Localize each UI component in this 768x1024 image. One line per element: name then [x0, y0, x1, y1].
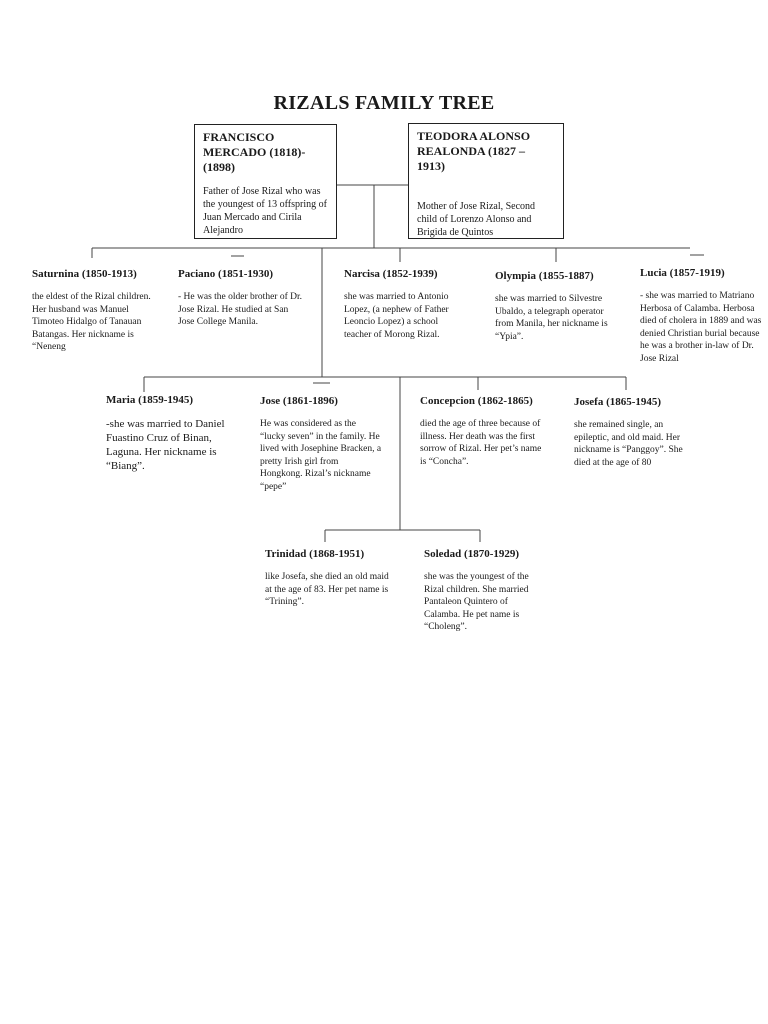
person-narcisa	[344, 267, 464, 341]
person-name: Trinidad (1868-1951)	[265, 548, 365, 560]
person-name: Olympia (1855-1887)	[495, 270, 594, 282]
mother-desc: Mother of Jose Rizal, Second child of Lorenzo Alonso and Brigida de Quintos	[417, 201, 536, 238]
person-desc: died the age of three because of illness. Her death was the first sorrow of Rizal. Her pet’s name is “Concha”.	[420, 419, 542, 467]
person-name: Paciano (1851-1930)	[178, 268, 274, 280]
person-maria	[106, 393, 232, 473]
page-title: RIZALS FAMILY TREE	[273, 92, 495, 114]
person-name: Saturnina (1850-1913)	[32, 268, 137, 280]
mother-name: TEODORA ALONSO REALONDA (1827 – 1913)	[417, 129, 531, 173]
person-desc: - she was married to Matriano Herbosa of Calamba. Herbosa died of cholera in 1889 and was denied Christian burial because he was a brother in-law of Dr. Jose Rizal	[640, 291, 762, 364]
person-olympia	[495, 269, 619, 343]
mother-box	[408, 123, 564, 239]
person-jose	[260, 394, 382, 494]
person-desc: she was the youngest of the Rizal children. She married Pantaleon Quintero of Calamba. He pet name is “Choleng”.	[424, 572, 529, 633]
person-desc: she was married to Antonio Lopez, (a nephew of Father Leoncio Lopez) a school teacher of Morong Rizal.	[344, 292, 449, 340]
person-concepcion	[420, 394, 544, 468]
person-desc: she remained single, an epileptic, and old maid. Her nickname is “Panggoy”. She died at the age of 80	[574, 420, 683, 468]
person-desc: like Josefa, she died an old maid at the age of 83. Her pet name is “Trining”.	[265, 572, 389, 608]
person-trinidad	[265, 547, 389, 609]
person-soledad	[424, 547, 542, 634]
person-desc: -she was married to Daniel Fuastino Cruz of Binan, Laguna. Her nickname is “Biang”.	[106, 418, 225, 472]
person-paciano	[178, 267, 302, 329]
person-desc: she was married to Silvestre Ubaldo, a telegraph operator from Manila, her nickname is “Ypia”.	[495, 294, 608, 342]
person-name: Narcisa (1852-1939)	[344, 268, 438, 280]
person-name: Jose (1861-1896)	[260, 395, 338, 407]
person-name: Soledad (1870-1929)	[424, 548, 520, 560]
person-desc: - He was the older brother of Dr. Jose Rizal. He studied at San Jose College Manila.	[178, 292, 302, 328]
person-name: Maria (1859-1945)	[106, 394, 194, 406]
person-name: Lucia (1857-1919)	[640, 267, 725, 279]
person-desc: the eldest of the Rizal children. Her husband was Manuel Timoteo Hidalgo of Tanauan Batangas. Her nickname is “Neneng	[32, 292, 151, 353]
person-lucia	[640, 266, 764, 366]
person-saturnina	[32, 267, 156, 354]
person-name: Josefa (1865-1945)	[574, 396, 662, 408]
father-name: FRANCISCO MERCADO (1818)-(1898)	[203, 130, 306, 174]
person-desc: He was considered as the “lucky seven” in the family. He lived with Josephine Bracken, a pretty Irish girl from Hongkong. Rizal’s nickname “pepe”	[260, 419, 382, 492]
person-name: Concepcion (1862-1865)	[420, 395, 533, 407]
father-box	[194, 124, 337, 239]
person-josefa	[574, 395, 698, 469]
father-desc: Father of Jose Rizal who was the youngest of 13 offspring of Juan Mercado and Cirila Alejandro	[203, 186, 327, 236]
